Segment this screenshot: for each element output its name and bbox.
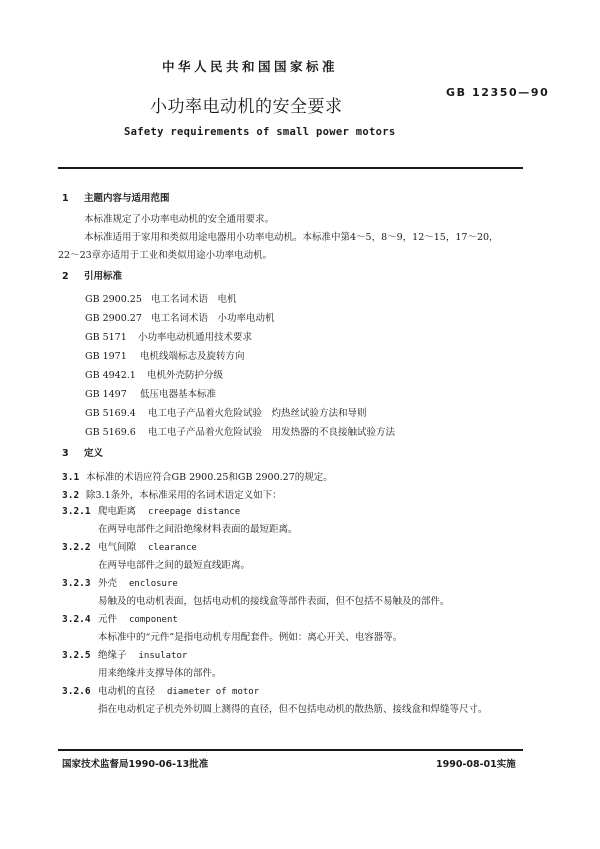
term-zh: 元件 bbox=[98, 614, 118, 625]
reference-title: 电工电子产品着火危险试验 用发热器的不良接触试验方法 bbox=[148, 427, 396, 438]
reference-title: 电机外壳防护分级 bbox=[147, 370, 224, 381]
term-item bbox=[62, 647, 187, 661]
clause-number: 3.2.1 bbox=[62, 506, 91, 517]
reference-code: GB 5169.4 bbox=[85, 408, 136, 419]
clause-number: 3.2.2 bbox=[62, 542, 91, 553]
section-2-heading bbox=[62, 268, 122, 282]
document-title: 小功率电动机的安全要求 bbox=[150, 97, 343, 117]
term-zh: 电气间隙 bbox=[98, 542, 137, 553]
reference-title: 电工名词术语 电机 bbox=[151, 294, 237, 305]
implementation-date: 1990-08-01实施 bbox=[436, 759, 516, 770]
clause-text: 本标准的术语应符合GB 2900.25和GB 2900.27的规定。 bbox=[86, 472, 333, 483]
term-definition: 在两导电部件之间沿绝缘材料表面的最短距离。 bbox=[98, 524, 298, 535]
english-subtitle: Safety requirements of small power motors bbox=[124, 126, 396, 138]
section-number: 2 bbox=[62, 271, 69, 282]
term-en: component bbox=[129, 615, 178, 625]
term-zh: 外壳 bbox=[98, 578, 118, 589]
reference-item bbox=[85, 405, 367, 419]
term-item bbox=[62, 575, 178, 589]
term-en: clearance bbox=[148, 543, 197, 553]
term-item bbox=[62, 503, 240, 517]
reference-title: 电机线端标志及旋转方向 bbox=[140, 351, 245, 362]
clause-number: 3.2.3 bbox=[62, 578, 91, 589]
reference-title: 低压电器基本标准 bbox=[140, 389, 217, 400]
term-definition: 易触及的电动机表面，包括电动机的接线盒等部件表面，但不包括不易触及的部件。 bbox=[98, 596, 450, 607]
approval-date: 国家技术监督局1990-06-13批准 bbox=[62, 759, 209, 770]
section-number: 1 bbox=[62, 193, 69, 204]
reference-item bbox=[85, 291, 237, 305]
reference-item bbox=[85, 329, 252, 343]
section-1-heading bbox=[62, 190, 170, 204]
top-divider bbox=[58, 167, 523, 169]
clause-text: 除3.1条外，本标准采用的名词术语定义如下： bbox=[86, 490, 282, 501]
section-number: 3 bbox=[62, 448, 69, 459]
reference-item bbox=[85, 348, 245, 362]
standard-code: GB 12350—90 bbox=[446, 86, 550, 99]
term-definition: 用来绝缘并支撑导体的部件。 bbox=[98, 668, 222, 679]
paragraph: 本标准规定了小功率电动机的安全通用要求。 bbox=[84, 214, 275, 225]
reference-title: 电工电子产品着火危险试验 灼热丝试验方法和导则 bbox=[148, 408, 367, 419]
term-zh: 电动机的直径 bbox=[98, 686, 156, 697]
reference-code: GB 1971 bbox=[85, 351, 127, 362]
term-item bbox=[62, 539, 197, 553]
section-title: 引用标准 bbox=[84, 271, 123, 282]
clause-3-1 bbox=[62, 469, 333, 483]
reference-code: GB 2900.27 bbox=[85, 313, 142, 324]
reference-item bbox=[85, 386, 216, 400]
reference-code: GB 1497 bbox=[85, 389, 127, 400]
clause-3-2 bbox=[62, 487, 282, 501]
paragraph: 22～23章亦适用于工业和类似用途小功率电动机。 bbox=[58, 250, 273, 261]
term-zh: 绝缘子 bbox=[98, 650, 127, 661]
term-definition: 本标准中的“元件”是指电动机专用配套件。例如：离心开关、电容器等。 bbox=[98, 632, 403, 643]
reference-title: 电工名词术语 小功率电动机 bbox=[151, 313, 275, 324]
term-en: creepage distance bbox=[148, 507, 241, 517]
term-definition: 指在电动机定子机壳外切圆上测得的直径，但不包括电动机的散热筋、接线盒和焊缝等尺寸。 bbox=[98, 704, 488, 715]
paragraph: 本标准适用于家用和类似用途电器用小功率电动机。本标准中第4～5，8～9，12～15，17～20， bbox=[84, 232, 499, 243]
term-en: insulator bbox=[138, 651, 188, 661]
term-item bbox=[62, 683, 259, 697]
term-definition: 在两导电部件之间的最短直线距离。 bbox=[98, 560, 251, 571]
reference-code: GB 2900.25 bbox=[85, 294, 142, 305]
section-3-heading bbox=[62, 445, 103, 459]
reference-item bbox=[85, 310, 275, 324]
term-en: enclosure bbox=[129, 579, 178, 589]
bottom-divider bbox=[58, 749, 523, 751]
clause-number: 3.2.4 bbox=[62, 614, 91, 625]
clause-number: 3.2.6 bbox=[62, 686, 91, 697]
term-zh: 爬电距离 bbox=[98, 506, 137, 517]
reference-code: GB 4942.1 bbox=[85, 370, 136, 381]
clause-number: 3.1 bbox=[62, 472, 80, 483]
national-standard-label: 中华人民共和国国家标准 bbox=[162, 59, 339, 74]
reference-code: GB 5169.6 bbox=[85, 427, 136, 438]
clause-number: 3.2.5 bbox=[62, 650, 91, 661]
section-title: 主题内容与适用范围 bbox=[84, 193, 170, 204]
reference-item bbox=[85, 424, 395, 438]
section-title: 定义 bbox=[84, 448, 104, 459]
clause-number: 3.2 bbox=[62, 490, 80, 501]
term-en: diameter of motor bbox=[167, 687, 260, 697]
term-item bbox=[62, 611, 178, 625]
reference-title: 小功率电动机通用技术要求 bbox=[138, 332, 253, 343]
reference-code: GB 5171 bbox=[85, 332, 127, 343]
reference-item bbox=[85, 367, 223, 381]
